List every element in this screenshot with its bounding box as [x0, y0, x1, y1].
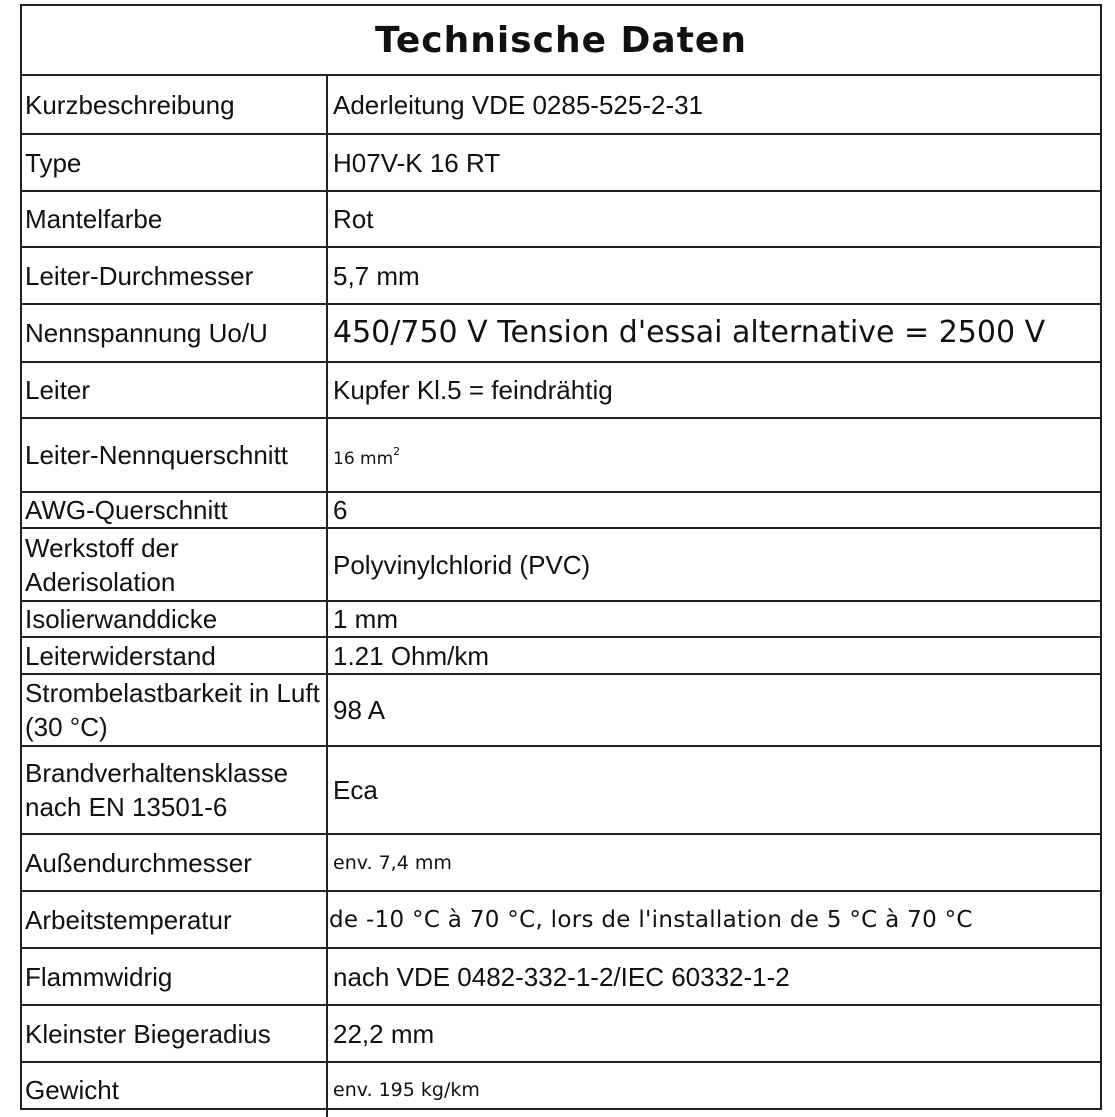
- row-label: AWG-Querschnitt: [22, 492, 327, 528]
- row-value: env. 195 kg/km: [333, 1079, 480, 1101]
- row-value: 98 A: [327, 674, 1100, 746]
- table-row: [22, 76, 1100, 134]
- row-label: Brandverhaltensklasse nach EN 13501-6: [22, 746, 327, 834]
- table-row: [22, 492, 1100, 528]
- row-label: Strombelastbarkeit in Luft (30 °C): [22, 674, 327, 746]
- row-label: Leiter-Durchmesser: [22, 247, 327, 304]
- table-row: [22, 834, 1100, 891]
- row-label: Kleinster Biegeradius: [22, 1005, 327, 1062]
- table-row: [22, 1005, 1100, 1062]
- table-row: [22, 528, 1100, 601]
- row-label: Leiterwiderstand: [22, 637, 327, 674]
- row-value: Polyvinylchlorid (PVC): [327, 528, 1100, 601]
- row-value: env. 7,4 mm: [327, 834, 1100, 891]
- table-row: [22, 247, 1100, 304]
- sheet-title: Technische Daten: [22, 6, 1100, 76]
- table-row: [22, 418, 1100, 492]
- row-label: Arbeitstemperatur: [22, 891, 327, 948]
- row-label: Type: [22, 134, 327, 191]
- row-label: Nennspannung Uo/U: [22, 304, 327, 362]
- row-label: Gewicht: [22, 1062, 327, 1117]
- row-label: Außendurchmesser: [22, 834, 327, 891]
- table-row: [22, 601, 1100, 637]
- value-superscript: 2: [393, 444, 401, 458]
- row-value: Kupfer Kl.5 = feindrähtig: [327, 362, 1100, 418]
- spec-table: [22, 76, 1100, 1117]
- technical-data-sheet: [20, 4, 1102, 1110]
- row-value: Rot: [327, 191, 1100, 247]
- table-row: [22, 362, 1100, 418]
- row-value: Eca: [327, 746, 1100, 834]
- row-value: 6: [327, 492, 1100, 528]
- row-value: 1 mm: [327, 601, 1100, 637]
- table-row: [22, 891, 1100, 948]
- table-row: [22, 637, 1100, 674]
- table-row: [22, 674, 1100, 746]
- row-value: 450/750 V Tension d'essai alternative = 2500 V: [327, 304, 1100, 362]
- row-value: 5,7 mm: [327, 247, 1100, 304]
- row-label: Leiter-Nennquerschnitt: [22, 418, 327, 492]
- row-value: H07V-K 16 RT: [327, 134, 1100, 191]
- table-row: [22, 134, 1100, 191]
- row-value: nach VDE 0482-332-1-2/IEC 60332-1-2: [327, 948, 1100, 1005]
- value-text: 16 mm: [333, 448, 394, 469]
- table-row: [22, 1062, 1100, 1117]
- table-row: [22, 948, 1100, 1005]
- row-value: [327, 418, 1100, 492]
- row-label: Flammwidrig: [22, 948, 327, 1005]
- row-label: Isolierwanddicke: [22, 601, 327, 637]
- row-label: Werkstoff der Aderisolation: [22, 528, 327, 601]
- row-label: Kurzbeschreibung: [22, 76, 327, 134]
- row-value: 22,2 mm: [327, 1005, 1100, 1062]
- row-value: 1.21 Ohm/km: [327, 637, 1100, 674]
- row-value: Aderleitung VDE 0285-525-2-31: [327, 76, 1100, 134]
- table-row: [22, 746, 1100, 834]
- row-label: Leiter: [22, 362, 327, 418]
- row-value: de -10 °C à 70 °C, lors de l'installation de 5 °C à 70 °C: [327, 891, 1100, 948]
- table-row: [22, 304, 1100, 362]
- row-label: Mantelfarbe: [22, 191, 327, 247]
- table-row: [22, 191, 1100, 247]
